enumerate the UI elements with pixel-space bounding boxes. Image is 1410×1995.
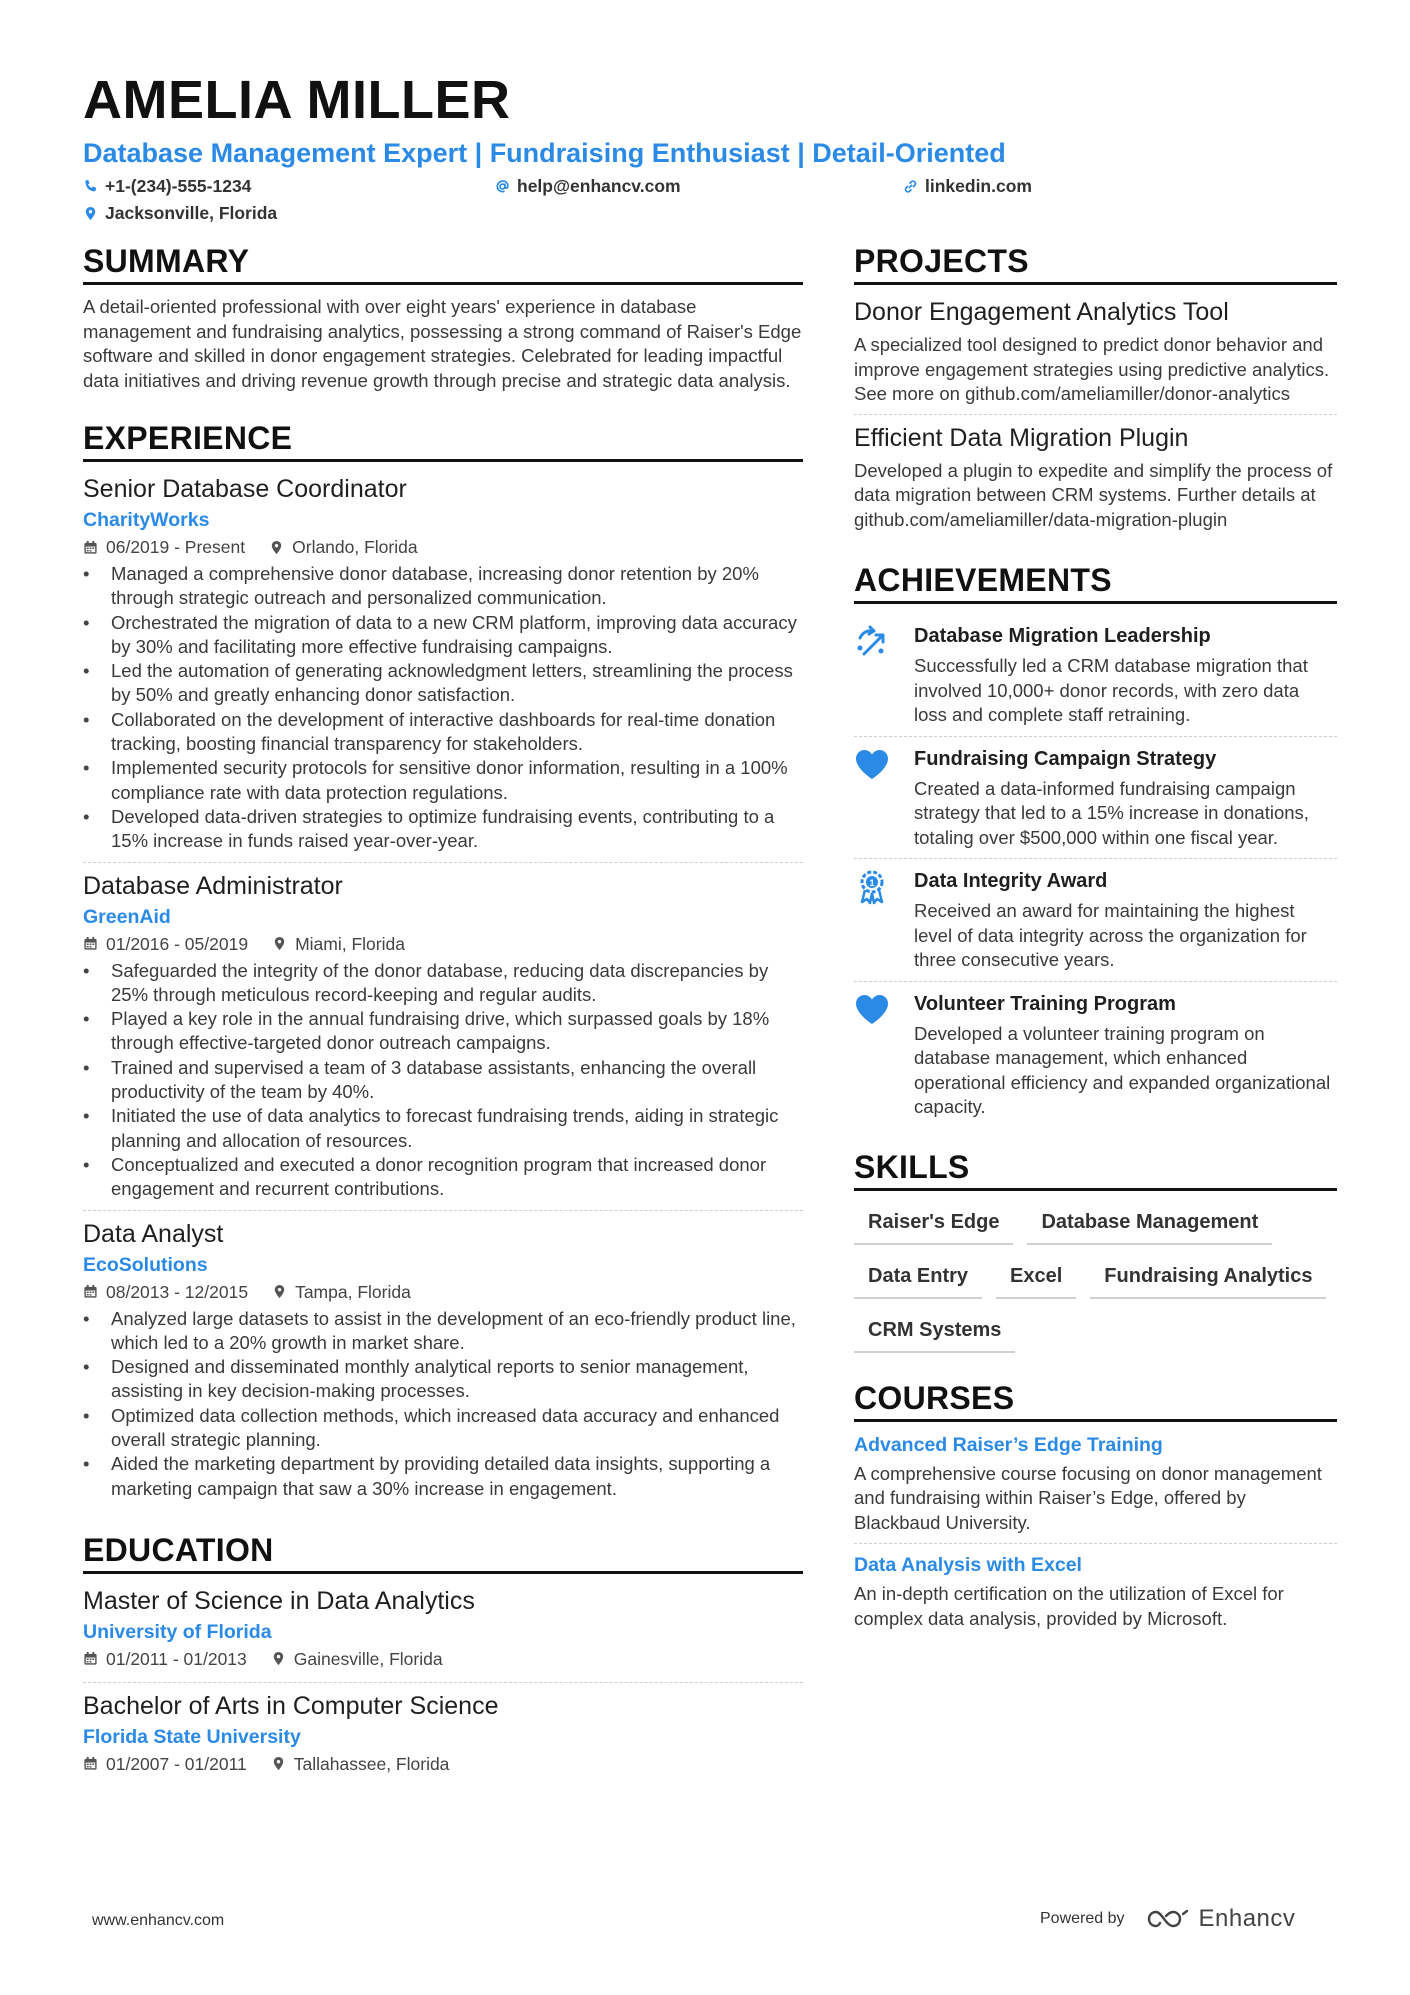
job-dates-text: 06/2019 - Present	[106, 537, 246, 557]
calendar-icon	[83, 1756, 98, 1771]
job-bullets	[83, 1307, 803, 1501]
achievement-entry	[854, 981, 1337, 1128]
location-pin-icon	[269, 540, 284, 555]
heart-icon	[854, 747, 890, 783]
phone-text: +1-(234)-555-1234	[105, 176, 252, 196]
skills-title: SKILLS	[854, 1148, 1337, 1191]
calendar-icon	[83, 1651, 98, 1666]
job-role: Database Administrator	[83, 871, 343, 900]
courses-title: COURSES	[854, 1379, 1337, 1422]
education-dates-text: 01/2007 - 01/2011	[106, 1753, 247, 1774]
bullet-item: • Played a key role in the annual fundraising drive, which surpassed goals by 18% through effective-targeted donor outreach campaigns.	[83, 1007, 803, 1056]
achievement-icon-wrap	[854, 867, 892, 973]
achievements-title: ACHIEVEMENTS	[854, 561, 1337, 604]
bullet-item: • Designed and disseminated monthly analytical reports to senior management, assisting in key decision-making processes.	[83, 1355, 803, 1404]
bullet-item: • Managed a comprehensive donor database, increasing donor retention by 20% through strategic outreach and personalized communication.	[83, 562, 803, 611]
enhancv-logo[interactable]	[1145, 1905, 1296, 1933]
location-pin-icon	[272, 936, 287, 951]
job-company: EcoSolutions	[83, 1253, 208, 1276]
achievement-title: Database Migration Leadership	[914, 625, 1211, 647]
location-pin-icon	[271, 1756, 286, 1771]
location-text: Jacksonville, Florida	[105, 203, 278, 223]
achievement-icon-wrap	[854, 990, 892, 1120]
achievement-body	[914, 867, 1337, 973]
education-entry	[83, 1682, 803, 1787]
achievement-body	[914, 622, 1337, 728]
calendar-icon	[83, 936, 98, 951]
education-location-text: Gainesville, Florida	[293, 1648, 443, 1669]
job-meta	[83, 1279, 803, 1305]
phone-icon	[83, 179, 98, 194]
project-text: A specialized tool designed to predict donor behavior and improve engagement strategies using predictive analytics. See more on github.com/ameliamiller/donor-analytics	[854, 334, 1330, 404]
contact-link[interactable]	[903, 176, 1032, 197]
achievement-title: Data Integrity Award	[914, 870, 1108, 892]
degree: Bachelor of Arts in Computer Science	[83, 1691, 499, 1720]
education-dates	[83, 1646, 247, 1672]
achievement-text: Created a data-informed fundraising campaign strategy that led to a 15% increase in donations, totaling over $500,000 within one fiscal year.	[914, 777, 1309, 848]
email-text: help@enhancv.com	[517, 176, 681, 196]
skill-tag: Excel	[996, 1257, 1076, 1299]
bullet-item: • Collaborated on the development of interactive dashboards for real-time donation tracking, boosting financial transparency for stakeholders.	[83, 708, 803, 757]
skill-tag: Data Entry	[854, 1257, 982, 1299]
footer-branding	[1040, 1905, 1295, 1933]
job-dates	[83, 931, 248, 957]
skills-section	[854, 1148, 1337, 1353]
job-location-text: Tampa, Florida	[295, 1281, 411, 1302]
left-column	[83, 242, 803, 1787]
education-section	[83, 1531, 803, 1787]
svg-text:1: 1	[869, 878, 875, 888]
achievement-body	[914, 745, 1337, 851]
job-entry	[83, 1210, 803, 1509]
project-entry	[854, 295, 1337, 414]
skill-tag: Raiser's Edge	[854, 1203, 1013, 1245]
achievements-section	[854, 561, 1337, 1128]
education-dates-text: 01/2011 - 01/2013	[106, 1648, 247, 1669]
resume-page	[83, 70, 1337, 1774]
job-location	[269, 534, 417, 560]
bullet-item: • Initiated the use of data analytics to forecast fundraising trends, aiding in strategic planning and allocation of resources.	[83, 1104, 803, 1153]
course-name: Advanced Raiser’s Edge Training	[854, 1433, 1163, 1456]
course-name: Data Analysis with Excel	[854, 1554, 1082, 1576]
calendar-icon	[83, 1284, 98, 1299]
skill-tag: Fundraising Analytics	[1090, 1257, 1326, 1299]
summary-section	[83, 242, 803, 393]
job-location-text: Orlando, Florida	[292, 537, 418, 557]
job-location-text: Miami, Florida	[295, 933, 405, 954]
project-name: Efficient Data Migration Plugin	[854, 423, 1189, 452]
education-meta	[83, 1646, 803, 1672]
course-entry	[854, 1543, 1337, 1639]
project-entry	[854, 414, 1337, 540]
bullet-item: • Optimized data collection methods, which increased data accuracy and enhanced overall strategic planning.	[83, 1404, 803, 1453]
brand-name: Enhancv	[1198, 1905, 1296, 1932]
bullet-item: • Analyzed large datasets to assist in the development of an eco-friendly product line, which led to a 20% growth in market share.	[83, 1307, 803, 1356]
achievement-title: Fundraising Campaign Strategy	[914, 747, 1217, 770]
school: Florida State University	[83, 1725, 301, 1748]
education-location-text: Tallahassee, Florida	[293, 1753, 450, 1774]
contact-phone	[83, 176, 251, 197]
job-dates	[83, 534, 245, 560]
bullet-item: • Implemented security protocols for sensitive donor information, resulting in a 100% compliance rate with data protection regulations.	[83, 756, 803, 805]
skill-tag: CRM Systems	[854, 1311, 1015, 1353]
footer-website[interactable]: www.enhancv.com	[92, 1912, 225, 1929]
course-entry	[854, 1432, 1337, 1544]
skill-tag: Database Management	[1027, 1203, 1272, 1245]
powered-by-text: Powered by	[1040, 1910, 1125, 1927]
job-entry	[83, 862, 803, 1210]
right-column	[854, 242, 1337, 1639]
education-title: EDUCATION	[83, 1531, 803, 1574]
experience-section	[83, 419, 803, 1509]
achievement-entry	[854, 858, 1337, 981]
summary-title: SUMMARY	[83, 242, 803, 285]
at-icon	[495, 179, 510, 194]
achievement-text: Received an award for maintaining the highest level of data integrity across the organization for three consecutive years.	[914, 900, 1307, 970]
education-entry	[83, 1584, 803, 1682]
calendar-icon	[83, 540, 98, 555]
job-role: Data Analyst	[83, 1219, 224, 1248]
bullet-item: • Trained and supervised a team of 3 database assistants, enhancing the overall productivity of the team by 40%.	[83, 1056, 803, 1105]
job-meta	[83, 931, 803, 957]
achievement-icon-wrap	[854, 622, 892, 728]
skills-list	[854, 1201, 1337, 1353]
experience-title: EXPERIENCE	[83, 419, 803, 462]
contact-info	[83, 174, 1337, 226]
project-name: Donor Engagement Analytics Tool	[854, 298, 1229, 326]
education-location	[271, 1751, 450, 1777]
job-location	[272, 931, 405, 957]
achievement-text: Successfully led a CRM database migration that involved 10,000+ donor records, with zero data loss and complete staff retraining.	[914, 655, 1308, 725]
education-meta	[83, 1751, 803, 1777]
location-pin-icon	[271, 1651, 286, 1666]
achievement-entry	[854, 736, 1337, 859]
job-dates-text: 08/2013 - 12/2015	[106, 1281, 249, 1302]
job-meta	[83, 534, 803, 560]
achievement-text: Developed a volunteer training program on database management, which enhanced operational efficiency and expanded organizational capacity.	[914, 1022, 1331, 1117]
course-text: A comprehensive course focusing on donor management and fundraising within Raiser’s Edge, offered by Blackbaud University.	[854, 1462, 1322, 1533]
location-pin-icon	[272, 1284, 287, 1299]
heart-icon	[854, 992, 890, 1028]
bullet-item: • Aided the marketing department by providing detailed data insights, supporting a marketing campaign that saw a 30% increase in engagement.	[83, 1452, 803, 1501]
bullet-item: • Orchestrated the migration of data to a new CRM platform, improving data accuracy by 30% and facilitating more effective fundraising campaigns.	[83, 611, 803, 660]
headline: Database Management Expert | Fundraising Enthusiast | Detail-Oriented	[83, 138, 1006, 168]
bullet-item: • Led the automation of generating acknowledgment letters, streamlining the process by 50% and greatly enhancing donor satisfaction.	[83, 659, 803, 708]
achievement-entry	[854, 614, 1337, 736]
location-pin-icon	[83, 206, 98, 221]
projects-title: PROJECTS	[854, 242, 1337, 285]
achievement-title: Volunteer Training Program	[914, 992, 1176, 1015]
award-icon	[854, 869, 890, 905]
arrows-icon	[854, 624, 890, 660]
link-icon	[903, 179, 918, 194]
job-bullets	[83, 562, 803, 854]
achievement-icon-wrap	[854, 745, 892, 851]
projects-section	[854, 242, 1337, 539]
job-dates-text: 01/2016 - 05/2019	[106, 933, 249, 954]
bullet-item: • Developed data-driven strategies to optimize fundraising events, contributing to a 15% increase in funds raised year-over-year.	[83, 805, 803, 854]
job-location	[272, 1279, 411, 1305]
education-location	[271, 1646, 443, 1672]
job-company: GreenAid	[83, 905, 171, 928]
candidate-name: AMELIA MILLER	[83, 70, 511, 130]
project-text: Developed a plugin to expedite and simplify the process of data migration between CRM systems. Further details at github.com/ameliamiller/data-migration-plugin	[854, 459, 1333, 530]
contact-location	[83, 203, 277, 224]
school: University of Florida	[83, 1620, 272, 1643]
job-role: Senior Database Coordinator	[83, 475, 407, 503]
education-dates	[83, 1751, 247, 1777]
degree: Master of Science in Data Analytics	[83, 1586, 475, 1615]
job-company: CharityWorks	[83, 509, 210, 531]
summary-text: A detail-oriented professional with over eight years' experience in database management and fundraising analytics, possessing a strong command of Raiser's Edge software and skilled in donor engagement strategies. Celebrated for leading impactful data initiatives and driving revenue growth through precise and strategic data analysis.	[83, 296, 802, 391]
course-text: An in-depth certification on the utilization of Excel for complex data analysis, provided by Microsoft.	[854, 1583, 1284, 1629]
job-dates	[83, 1279, 248, 1305]
contact-email[interactable]	[495, 176, 681, 197]
bullet-item: • Conceptualized and executed a donor recognition program that increased donor engagement and recurrent contributions.	[83, 1153, 803, 1202]
achievement-body	[914, 990, 1337, 1120]
enhancv-logo-icon	[1145, 1907, 1191, 1931]
bullet-item: • Safeguarded the integrity of the donor database, reducing data discrepancies by 25% through meticulous record-keeping and regular audits.	[83, 959, 803, 1008]
courses-section	[854, 1379, 1337, 1640]
job-entry	[83, 472, 803, 862]
link-text: linkedin.com	[925, 176, 1032, 196]
job-bullets	[83, 959, 803, 1202]
